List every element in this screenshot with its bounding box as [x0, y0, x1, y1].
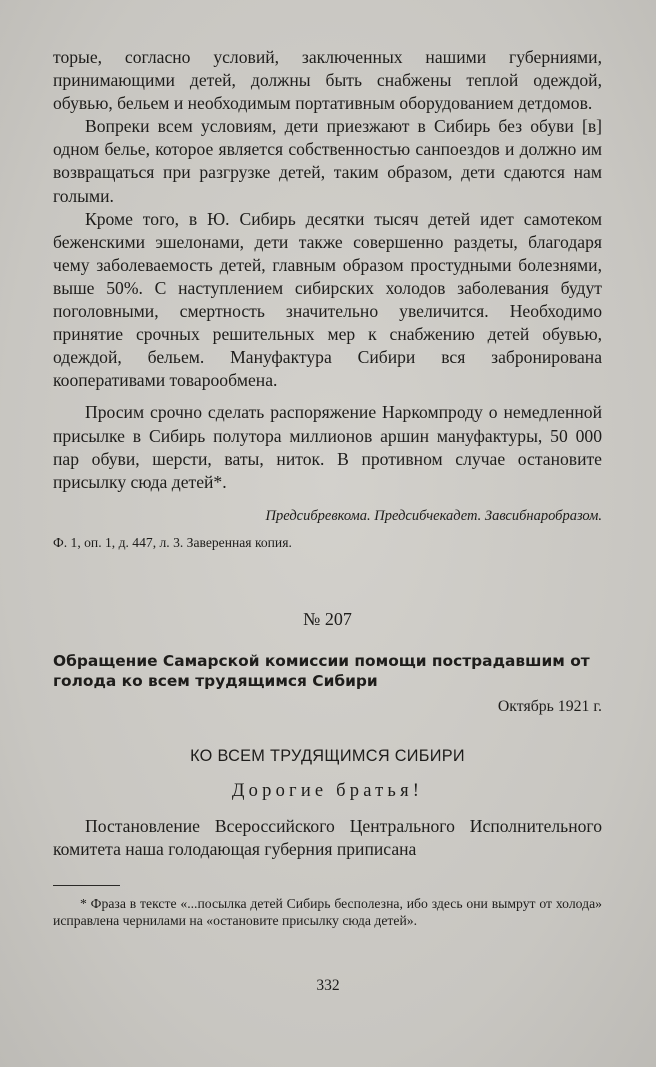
address-heading: КО ВСЕМ ТРУДЯЩИМСЯ СИБИРИ — [190, 746, 465, 765]
paragraph-refugee-echelons: Кроме того, в Ю. Сибирь десятки тысяч детей идет самотеком беженскими эшелонами, дети также совершенно раздеты, благодаря чему заболеваемость детей, главным образом простудными болезнями, выше 50%. С наступлением сибирских холодов заболевания будут поголовными, смертность значительно увеличится. Необходимо принятие срочных решительных мер к снабжению детей обувью, одеждой, бельем. Мануфактура Сибири вся забронирована кооперативами товарообмена. — [53, 208, 602, 391]
appeal-body-start: Постановление Всероссийского Центрального Исполнительного комитета наша голодающая губерния приписана — [53, 815, 602, 859]
document-date: Октябрь 1921 г. — [497, 697, 602, 715]
document-number: № 207 — [303, 608, 352, 629]
archive-reference: Ф. 1, оп. 1, д. 447, л. 3. Заверенная копия. — [53, 534, 292, 550]
salutation: Дорогие братья! — [231, 780, 424, 801]
paragraph-continuation: торые, согласно условий, заключенных нашими губерниями, принимающими детей, должны быть снабжены теплой одеждой, обувью, бельем и необходимым портативным оборудованием детдомов. — [53, 47, 602, 114]
footnote: * Фраза в тексте «...посылка детей Сибирь бесполезна, ибо здесь они вымрут от холода» исправлена чернилами на «остановите присылку сюда детей». — [53, 895, 602, 929]
paragraph-children-arrive: Вопреки всем условиям, дети приезжают в Сибирь без обуви [в] одном белье, которое является собственностью санпоездов и должно им возвращаться при разгрузке детей, таким образом, дети сдаются нам голыми. — [53, 116, 602, 206]
paragraph-request: Просим срочно сделать распоряжение Наркомпроду о немедленной присылке в Сибирь полутора миллионов аршин мануфактуры, 50 000 пар обуви, шерсти, ваты, ниток. В противном случае остановите присылку сюда детей*. — [53, 402, 602, 492]
signature: Предсибревкома. Предсибчекадет. Завсибнаробразом. — [265, 507, 602, 524]
page-number: 332 — [316, 977, 340, 994]
footnote-divider — [53, 885, 120, 886]
document-title: Обращение Самарской комиссии помощи пострадавшим от голода ко всем трудящимся Сибири — [53, 651, 590, 690]
